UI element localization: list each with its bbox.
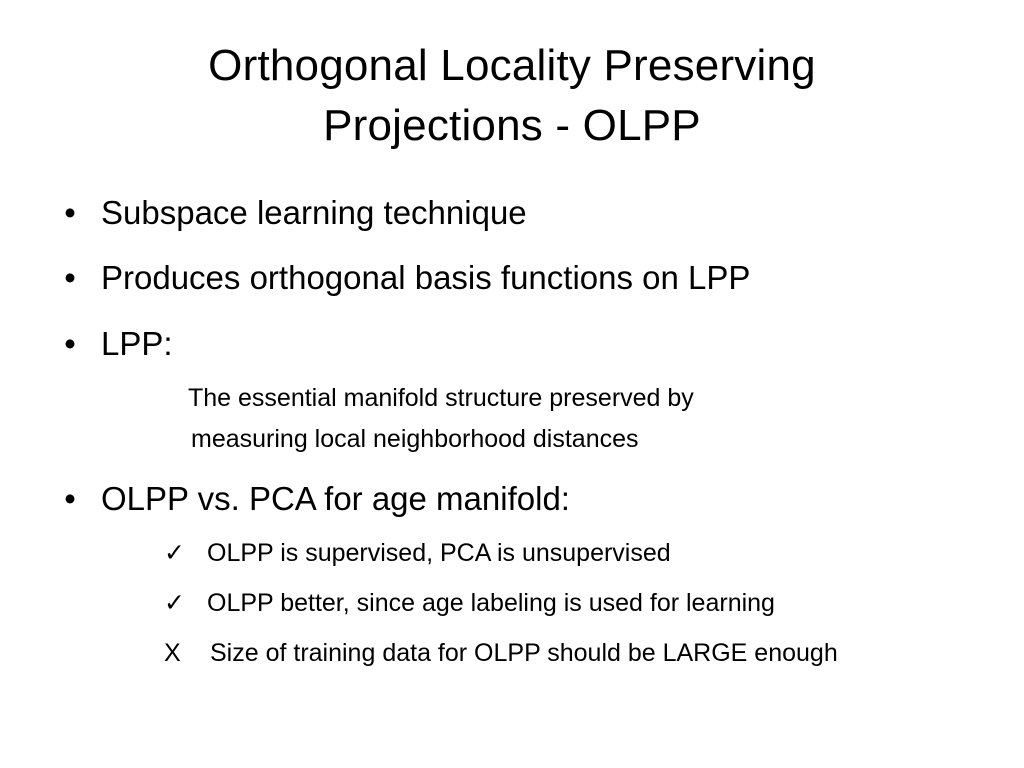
bullet-icon: • [64, 325, 76, 362]
comparison-text: OLPP better, since age labeling is used for learning [207, 589, 775, 617]
slide-title-line-2: Projections - OLPP [323, 101, 701, 150]
bullet-text: Produces orthogonal basis functions on LPP [101, 259, 751, 296]
x-mark-icon: X [164, 639, 181, 667]
checkmark-icon: ✓ [164, 538, 185, 567]
bullet-text: OLPP vs. PCA for age manifold: [101, 480, 570, 517]
comparison-text: Size of training data for OLPP should be LARGE enough [210, 639, 838, 667]
comparison-text: OLPP is supervised, PCA is unsupervised [207, 539, 671, 567]
slide-title-line-1: Orthogonal Locality Preserving [208, 41, 816, 90]
bullet-icon: • [64, 194, 76, 231]
bullet-text: LPP: [101, 325, 173, 362]
bullet-text: Subspace learning technique [101, 194, 527, 231]
bullet-icon: • [64, 480, 76, 517]
checkmark-icon: ✓ [164, 588, 185, 617]
slide-title [60, 36, 964, 156]
lpp-note-line-2: measuring local neighborhood distances [191, 425, 639, 453]
lpp-note-line-1: The essential manifold structure preserved by [188, 384, 694, 412]
bullet-icon: • [64, 259, 76, 296]
